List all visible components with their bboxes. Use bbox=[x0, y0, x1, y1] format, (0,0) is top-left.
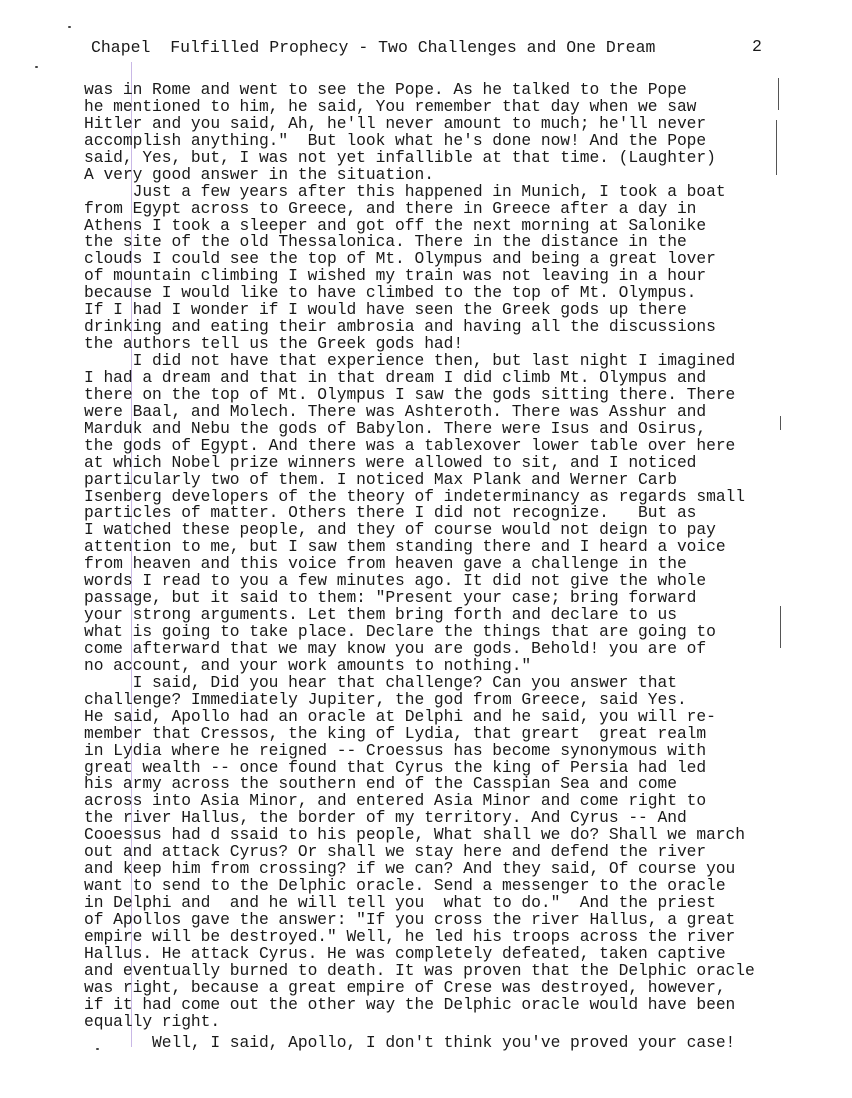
text-line: If I had I wonder if I would have seen the Greek gods up there bbox=[84, 300, 687, 320]
text-line: come afterward that we may know you are gods. Behold! you are of bbox=[84, 638, 707, 658]
text-line: particles of matter. Others there I did not recognize. But as bbox=[84, 503, 697, 523]
text-line: in Lydia where he reigned -- Croessus has become synonymous with bbox=[84, 740, 707, 760]
text-line: because I would like to have climbed to the top of Mt. Olympus. bbox=[84, 283, 697, 303]
text-line: accomplish anything." But look what he's done now! And the Pope bbox=[84, 130, 707, 150]
text-line: the site of the old Thessalonica. There in the distance in the bbox=[84, 232, 687, 252]
text-line: across into Asia Minor, and entered Asia Minor and come right to bbox=[84, 791, 707, 811]
body-text bbox=[84, 82, 844, 1051]
text-line: I said, Did you hear that challenge? Can you answer that bbox=[84, 672, 677, 692]
text-line: empire will be destroyed." Well, he led his troops across the river bbox=[84, 926, 736, 946]
text-line: want to send to the Delphic oracle. Send a messenger to the oracle bbox=[84, 876, 726, 896]
text-line: equally right. bbox=[84, 1011, 221, 1031]
text-line: great wealth -- once found that Cyrus the king of Persia had led bbox=[84, 757, 707, 777]
text-line: challenge? Immediately Jupiter, the god from Greece, said Yes. bbox=[84, 689, 687, 709]
text-line: was right, because a great empire of Crese was destroyed, however, bbox=[84, 977, 726, 997]
text-line: I had a dream and that in that dream I did climb Mt. Olympus and bbox=[84, 367, 707, 387]
text-line: He said, Apollo had an oracle at Delphi and he said, you will re- bbox=[84, 706, 716, 726]
text-line: the river Hallus, the border of my territory. And Cyrus -- And bbox=[84, 808, 687, 828]
text-line: was in Rome and went to see the Pope. As he talked to the Pope bbox=[84, 80, 687, 99]
text-line: no account, and your work amounts to nothing." bbox=[84, 655, 532, 675]
text-line: I did not have that experience then, but last night I imagined bbox=[84, 351, 736, 370]
text-line: A very good answer in the situation. bbox=[84, 164, 434, 184]
text-line: Athens I took a sleeper and got off the next morning at Salonike bbox=[84, 215, 707, 235]
text-line: and keep him from crossing? if we can? And they said, Of course you bbox=[84, 859, 736, 879]
text-line: out and attack Cyrus? Or shall we stay here and defend the river bbox=[84, 842, 707, 862]
text-line: were Baal, and Molech. There was Ashteroth. There was Asshur and bbox=[84, 401, 707, 421]
text-line: said, Yes, but, I was not yet infallible at that time. (Laughter) bbox=[84, 147, 716, 167]
text-line: from Egypt across to Greece, and there in Greece after a day in bbox=[84, 198, 697, 218]
text-line: the gods of Egypt. And there was a tablexover lower table over here bbox=[84, 435, 736, 455]
text-line: of Apollos gave the answer: "If you cross the river Hallus, a great bbox=[84, 909, 736, 929]
text-line: clouds I could see the top of Mt. Olympus and being a great lover bbox=[84, 249, 716, 269]
text-line: Marduk and Nebu the gods of Babylon. There were Isus and Osirus, bbox=[84, 418, 707, 438]
text-line: Isenberg developers of the theory of indeterminancy as regards small bbox=[84, 486, 745, 506]
text-line: at which Nobel prize winners were allowed to sit, and I noticed bbox=[84, 452, 697, 472]
text-line: the authors tell us the Greek gods had! bbox=[84, 334, 464, 354]
text-line: in Delphi and and he will tell you what to do." And the priest bbox=[84, 893, 716, 912]
text-line: he mentioned to him, he said, You remember that day when we saw bbox=[84, 96, 697, 116]
text-line: drinking and eating their ambrosia and having all the discussions bbox=[84, 317, 716, 337]
text-line: Hitler and you said, Ah, he'll never amount to much; he'll never bbox=[84, 113, 707, 133]
text-line: attention to me, but I saw them standing there and I heard a voice bbox=[84, 537, 726, 557]
text-line: Cooessus had d ssaid to his people, What shall we do? Shall we march bbox=[84, 825, 745, 845]
text-line: Hallus. He attack Cyrus. He was completely defeated, taken captive bbox=[84, 943, 726, 963]
text-line: I watched these people, and they of course would not deign to pay bbox=[84, 520, 716, 540]
text-line: if it had come out the other way the Delphic oracle would have been bbox=[84, 994, 736, 1014]
text-line: and eventually burned to death. It was proven that the Delphic oracle bbox=[84, 960, 755, 980]
text-line: what is going to take place. Declare the things that are going to bbox=[84, 622, 716, 641]
text-line: of mountain climbing I wished my train was not leaving in a hour bbox=[84, 266, 707, 286]
page-number: 2 bbox=[752, 37, 762, 56]
text-line: his army across the southern end of the Casspian Sea and come bbox=[84, 774, 677, 794]
margin-dot bbox=[35, 66, 38, 68]
text-line: words I read to you a few minutes ago. It did not give the whole bbox=[84, 571, 707, 591]
page-header: Chapel Fulfilled Prophecy - Two Challenges and One Dream bbox=[91, 38, 656, 57]
text-line: Just a few years after this happened in Munich, I took a boat bbox=[84, 181, 726, 201]
text-line: Well, I said, Apollo, I don't think you've proved your case! bbox=[84, 1032, 736, 1052]
text-line: member that Cressos, the king of Lydia, that greart great realm bbox=[84, 723, 707, 743]
text-line: passage, but it said to them: "Present your case; bring forward bbox=[84, 588, 697, 608]
text-line: particularly two of them. I noticed Max Plank and Werner Carb bbox=[84, 469, 677, 489]
text-line: your strong arguments. Let them bring forth and declare to us bbox=[84, 605, 677, 625]
text-line: there on the top of Mt. Olympus I saw the gods sitting there. There bbox=[84, 384, 736, 404]
text-line: from heaven and this voice from heaven gave a challenge in the bbox=[84, 554, 687, 574]
margin-dot bbox=[68, 26, 71, 28]
